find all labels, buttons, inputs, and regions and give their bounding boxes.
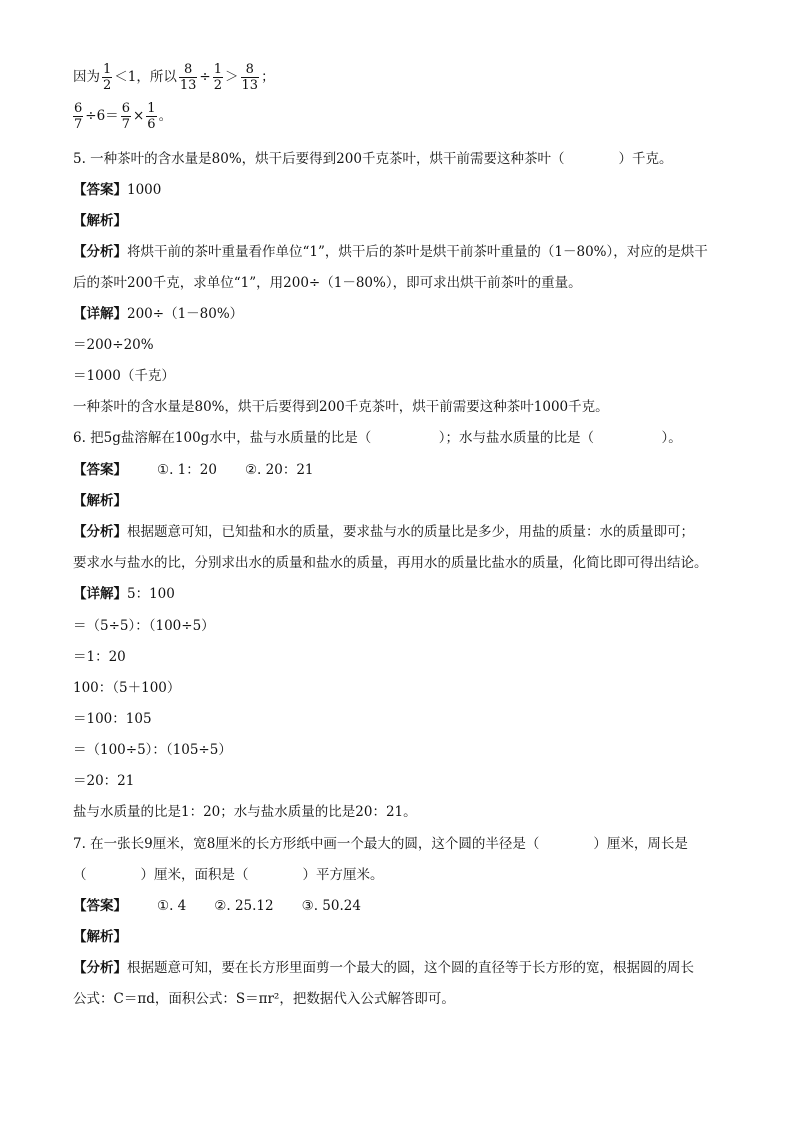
fraction-line-1: [73, 63, 275, 92]
divide-operator: ÷: [199, 69, 211, 85]
divide-six-text: ÷6＝: [85, 108, 119, 124]
q5-answer-value: 1000: [127, 182, 162, 198]
fraction-eight-thirteenths-2: $\frac{8}{13}$: [241, 62, 259, 93]
q7-answer-3: ③. 50.24: [301, 898, 361, 914]
q6-detail-line-6: ＝（100÷5）：（105÷5）: [73, 742, 232, 758]
q5-analysis-line-2: 后的茶叶200千克，求单位“1”，用200÷（1－80%），即可求出烘干前茶叶的重量。: [73, 275, 582, 291]
q7-analysis-line-1: [73, 962, 694, 976]
q6-conclusion: 盐与水质量的比是1：20；水与盐水质量的比是20：21。: [73, 804, 417, 820]
analysis-tag: 【分析】: [73, 524, 127, 540]
because-text: 因为: [73, 69, 100, 85]
q6-detail-line-2: ＝（5÷5）：（100÷5）: [73, 618, 215, 634]
q5-detail-line-2: ＝200÷20%: [73, 337, 154, 353]
q6-jiexi-tag: 【解析】: [73, 493, 127, 509]
fraction-one-sixth: $\frac{1}{6}$: [147, 101, 156, 132]
period-text: 。: [158, 108, 173, 124]
q5-detail-text-1: 200÷（1－80%）: [127, 306, 244, 322]
q7-analysis-line-2: 公式：C＝πd，面积公式：S＝πr²，把数据代入公式解答即可。: [73, 991, 455, 1007]
detail-tag: 【详解】: [73, 306, 127, 322]
answer-tag: 【答案】: [73, 898, 127, 914]
q5-detail-line-3: ＝1000（千克）: [73, 368, 175, 384]
q6-detail-line-5: ＝100：105: [73, 711, 152, 727]
q5-answer-row: [73, 184, 161, 198]
q6-detail-line-1: [73, 588, 175, 602]
q5-detail-line-1: [73, 308, 243, 322]
q5-jiexi-tag: 【解析】: [73, 213, 127, 229]
q6-detail-line-4: 100：（5＋100）: [73, 680, 181, 696]
q6-analysis-text-1: 根据题意可知，已知盐和水的质量，要求盐与水的质量比是多少，用盐的质量：水的质量即可；: [127, 524, 694, 540]
greater-than-operator: ＞: [225, 69, 239, 85]
q7-question-line-2: （ ）厘米，面积是（ ）平方厘米。: [73, 867, 384, 883]
q5-conclusion: 一种茶叶的含水量是80%，烘干后要得到200千克茶叶，烘干前需要这种茶叶1000千克。: [73, 399, 609, 415]
q7-analysis-text-1: 根据题意可知，要在长方形里面剪一个最大的圆，这个圆的直径等于长方形的宽，根据圆的周长: [127, 960, 694, 976]
less-than-one-text: ＜1，所以: [114, 69, 177, 85]
q6-analysis-line-2: 要求水与盐水的比，分别求出水的质量和盐水的质量，再用水的质量比盐水的质量，化简比即可得出结论。: [73, 555, 708, 571]
answer-tag: 【答案】: [73, 182, 127, 198]
q6-answer-1: ①. 1：20: [157, 462, 217, 478]
fraction-one-half-2: $\frac{1}{2}$: [213, 62, 223, 93]
fraction-six-sevenths: $\frac{6}{7}$: [74, 101, 83, 132]
q6-analysis-line-1: [73, 526, 694, 540]
semicolon-text: ；: [261, 69, 275, 85]
q6-detail-text-1: 5：100: [127, 586, 175, 602]
fraction-eight-thirteenths: $\frac{8}{13}$: [179, 62, 197, 93]
q6-question: 6. 把5g盐溶解在100g水中，盐与水质量的比是（ ）；水与盐水质量的比是（ ）。: [73, 430, 682, 446]
q7-answer-2: ②. 25.12: [214, 898, 274, 914]
q5-analysis-line-1: [73, 246, 708, 260]
q6-detail-line-7: ＝20：21: [73, 773, 135, 789]
detail-tag: 【详解】: [73, 586, 127, 602]
fraction-one-half: $\frac{1}{2}$: [103, 62, 112, 93]
analysis-tag: 【分析】: [73, 244, 127, 260]
q5-question: 5. 一种茶叶的含水量是80%，烘干后要得到200千克茶叶，烘干前需要这种茶叶（ ）千克。: [73, 151, 673, 167]
q7-answer-row: [73, 900, 361, 914]
q7-answer-1: ①. 4: [157, 898, 187, 914]
fraction-six-sevenths-2: $\frac{6}{7}$: [121, 101, 130, 132]
q6-answer-2: ②. 20：21: [244, 462, 314, 478]
q6-detail-line-3: ＝1：20: [73, 649, 126, 665]
answer-tag: 【答案】: [73, 462, 127, 478]
q6-answer-row: [73, 464, 314, 478]
analysis-tag: 【分析】: [73, 960, 127, 976]
q5-analysis-text-1: 将烘干前的茶叶重量看作单位“1”，烘干后的茶叶是烘干前茶叶重量的（1－80%），对应的是烘干: [127, 244, 708, 260]
fraction-line-2: [73, 102, 172, 131]
q7-question-line-1: 7. 在一张长9厘米，宽8厘米的长方形纸中画一个最大的圆，这个圆的半径是（ ）厘米，周长是: [73, 836, 688, 852]
q7-jiexi-tag: 【解析】: [73, 929, 127, 945]
times-operator: ×: [132, 108, 145, 124]
